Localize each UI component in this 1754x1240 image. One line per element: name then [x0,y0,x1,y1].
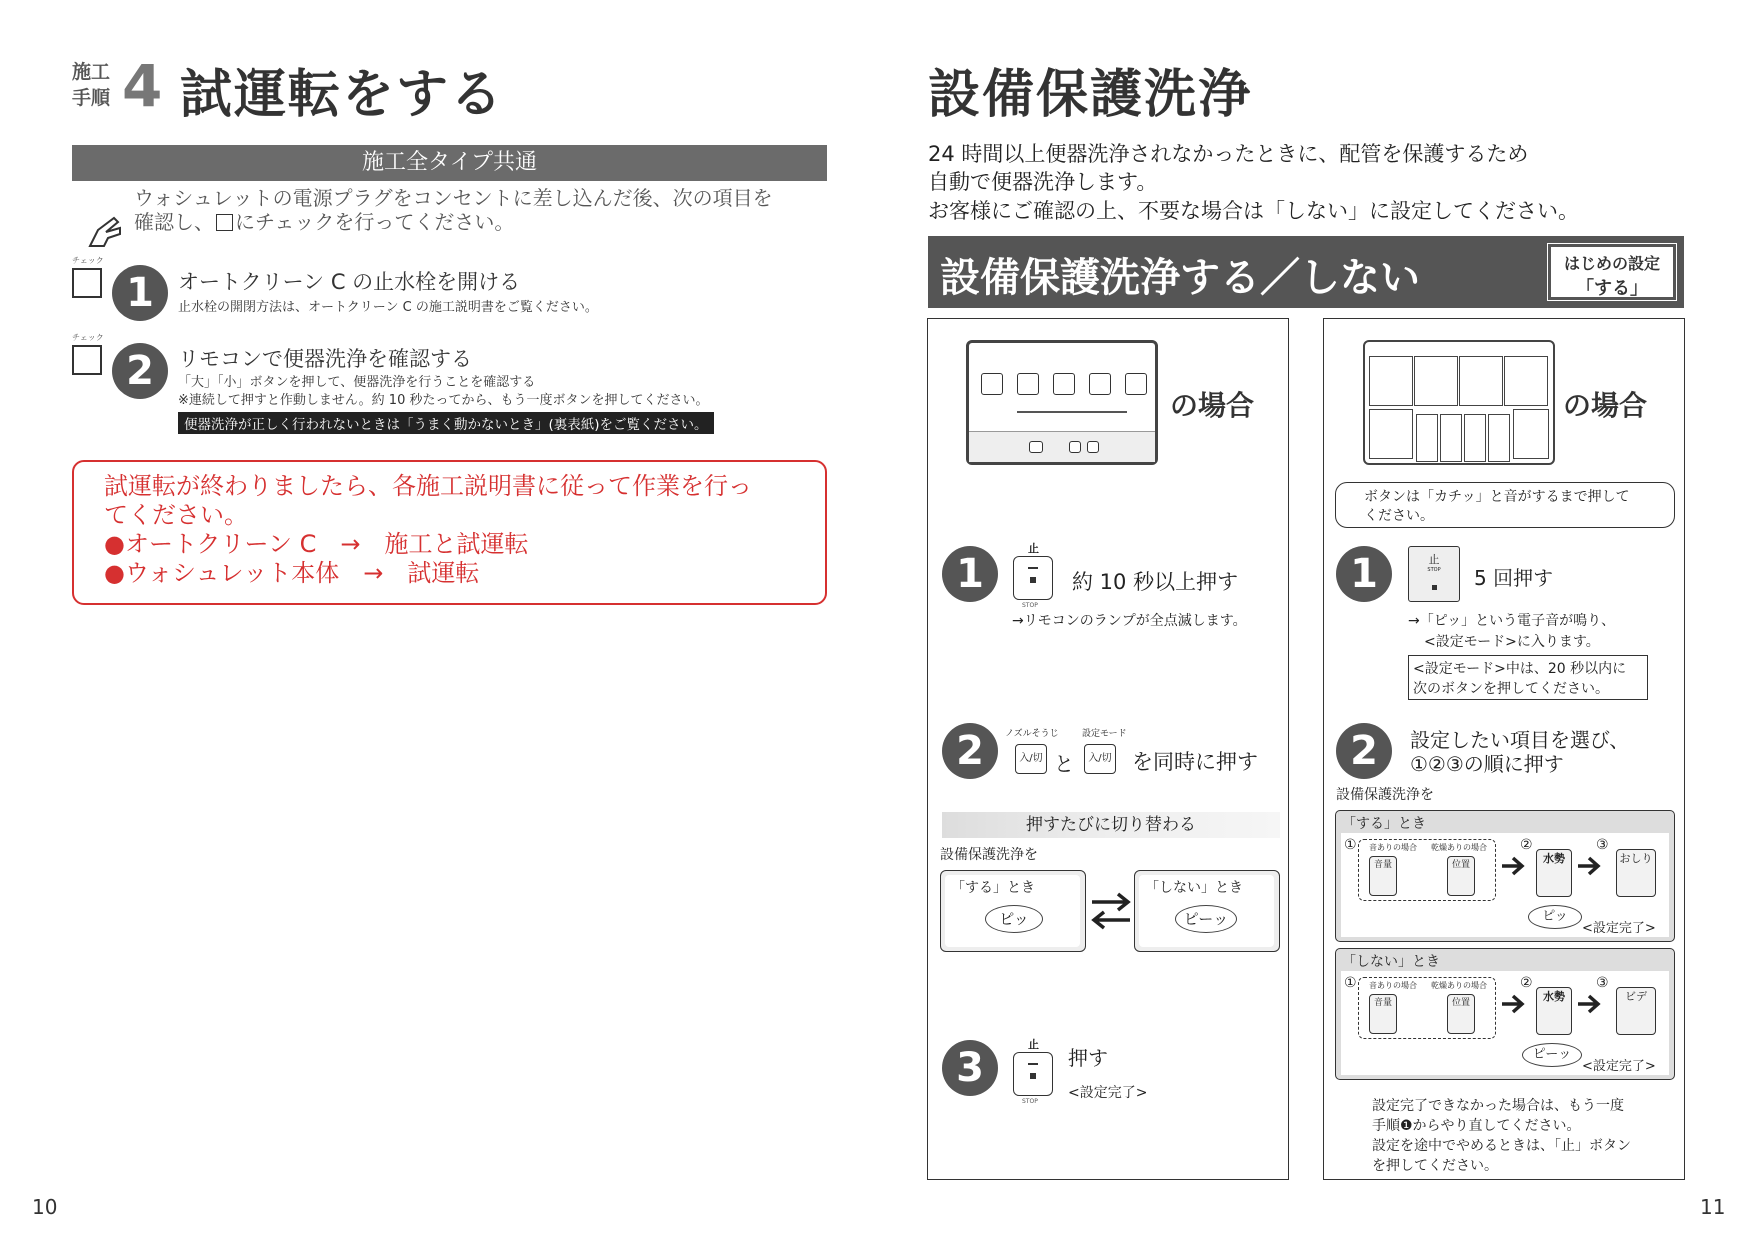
a-step-1-text: 約 10 秒以上押す [1072,570,1239,594]
header-step-number: 4 [122,52,163,120]
off-k1a: 音ありの場合 [1369,981,1417,990]
intro-line-1: ウォシュレットの電源プラグをコンセントに差し込んだ後、次の項目を [134,186,773,210]
b-step-1-box-1: <設定モード>中は、20 秒以内に [1413,661,1627,677]
remote-control-b-icon [1363,340,1555,465]
page-number-left: 10 [32,1195,58,1219]
off-arrow-1-icon [1500,993,1526,1019]
b-foot-1: 設定完了できなかった場合は、もう一度 [1372,1098,1624,1114]
notice-line-3: ●オートクリーン C → 施工と試運転 [104,530,529,558]
b-step-1-text: 5 回押す [1474,566,1554,590]
press-note-2: ください。 [1364,508,1434,524]
b-step-1-sub-1: →「ピッ」という電子音が鳴り、 [1408,613,1616,629]
on-done: <設定完了> [1582,921,1656,936]
a-step-3-done: <設定完了> [1068,1085,1148,1101]
right-intro-1: 24 時間以上便器洗浄されなかったときに、配管を保護するため [928,142,1529,166]
intro-line-2 [134,210,514,234]
a-step-2-text: を同時に押す [1132,750,1258,774]
intro-line-2a: 確認し、 [134,210,214,234]
on-k1a: 音ありの場合 [1369,843,1417,852]
a-stop-button[interactable] [1013,556,1053,600]
step-2-title: リモコンで便器洗浄を確認する [178,347,472,371]
off-volume-label: 音量 [1373,998,1392,1008]
b-stop-button[interactable] [1408,546,1460,602]
case-label-a: の場合 [1170,389,1255,422]
setting-on-box [1335,810,1675,942]
on-pressure-label: 水勢 [1543,852,1565,865]
check-box-1[interactable] [72,268,102,298]
b-step-1-number: 1 [1336,546,1392,602]
initial-setting-badge [1548,244,1676,300]
a-and-text: と [1054,752,1074,776]
off-k1b: 乾燥ありの場合 [1431,981,1487,990]
b-foot-4: を押してください。 [1372,1158,1498,1174]
on-position-label: 位置 [1451,860,1470,870]
on-rear-button[interactable] [1616,849,1656,897]
off-sound: ピーッ [1522,1043,1582,1067]
right-intro-3: お客様にご確認の上、不要な場合は「しない」に設定してください。 [928,199,1579,223]
section-band: 施工全タイプ共通 [72,145,827,181]
check-box-2[interactable] [72,345,102,375]
on-sound: ピッ [1528,905,1582,929]
toggle-on-label: 「する」とき [951,880,1035,896]
setting-on-label: 「する」とき [1342,816,1426,832]
step-1-sub: 止水栓の開閉方法は、オートクリーン C の施工説明書をご覧ください。 [178,300,598,315]
b-stop-text: STOP [1427,567,1441,573]
setting-band-title: 設備保護洗浄する／しない [940,255,1420,301]
off-step-1-group [1358,977,1496,1039]
initial-setting-value: 「する」 [1576,278,1648,299]
on-circle-1: ① [1344,837,1357,853]
page-number-right: 11 [1700,1195,1726,1219]
b-step-2-text-2: ①②③の順に押す [1410,752,1564,776]
off-bidet-button[interactable] [1616,987,1656,1035]
toggle-arrows-icon [1090,890,1132,932]
a-nozzle-label: ノズルそうじ [1005,729,1059,739]
b-step-1-box [1408,655,1648,700]
remote-control-a-icon [966,340,1158,465]
a-step-3-text: 押す [1068,1046,1108,1070]
toggle-sub: 設備保護洗浄を [940,847,1038,863]
step-2-sub-1: 「大」「小」ボタンを押して、便器洗浄を行うことを確認する [178,375,536,390]
off-position-label: 位置 [1451,998,1470,1008]
page-title: 試運転をする [180,65,505,125]
on-arrow-2-icon [1576,855,1602,881]
on-volume-button[interactable] [1369,856,1397,896]
b-step-1-box-2: 次のボタンを押してください。 [1413,681,1609,697]
off-circle-1: ① [1344,975,1357,991]
a-step-1-sub: →リモコンのランプが全点滅します。 [1012,613,1247,629]
toggle-on-box [940,870,1086,952]
a-step-1-number: 1 [942,546,998,602]
b-step-1-sub-2: <設定モード>に入ります。 [1424,634,1600,650]
off-volume-button[interactable] [1369,994,1397,1034]
b-stop-key-label: 止 [1428,553,1440,566]
b-foot-notes [1372,1096,1631,1176]
on-circle-2: ② [1520,837,1533,853]
on-pressure-button[interactable] [1536,849,1572,897]
b-foot-2: 手順❶からやり直してください。 [1372,1118,1581,1134]
setting-off-label: 「しない」とき [1342,954,1440,970]
header-small-1: 施工 [72,61,111,83]
on-circle-3: ③ [1596,837,1609,853]
step-1-number: 1 [112,265,168,321]
off-position-button[interactable] [1447,994,1475,1034]
notice-line-1: 試運転が終わりましたら、各施工説明書に従って作業を行っ [104,472,752,500]
toggle-off-box [1134,870,1280,952]
on-position-button[interactable] [1447,856,1475,896]
check-label-1: チェック [72,256,104,265]
toggle-on-sound: ピッ [985,905,1043,933]
right-intro-2: 自動で便器洗浄します。 [928,170,1158,194]
off-arrow-2-icon [1576,993,1602,1019]
check-label-2: チェック [72,333,104,342]
b-foot-3: 設定を途中でやめるときは、「止」ボタン [1372,1138,1631,1154]
off-pressure-label: 水勢 [1543,990,1565,1003]
a-setting-mode-button[interactable]: 入/切 [1084,744,1116,774]
on-rear-label: おしり [1619,852,1653,865]
a-stop-key-label: 止 [1028,542,1039,555]
on-volume-label: 音量 [1373,860,1392,870]
toggle-off-sound: ピーッ [1175,905,1237,933]
step-2-sub-2: ※連続して押すと作動しません。約 10 秒たってから、もう一度ボタンを押してください。 [178,393,709,408]
intro-line-2b: にチェックを行ってください。 [235,210,515,234]
on-step-1-group [1358,839,1496,901]
setting-off-box [1335,948,1675,1080]
toggle-band: 押すたびに切り替わる [942,812,1280,838]
setting-band [928,236,1684,308]
completion-notice [72,460,827,605]
notice-line-2: てください。 [104,501,248,529]
notice-line-4: ●ウォシュレット本体 → 試運転 [104,559,480,587]
press-note [1335,482,1675,528]
header-small-2: 手順 [72,87,111,109]
off-circle-2: ② [1520,975,1533,991]
off-bidet-label: ビデ [1625,990,1647,1003]
a-stop-key-label-3: 止 [1028,1038,1039,1051]
toggle-off-label: 「しない」とき [1145,880,1243,896]
b-step-2-sub: 設備保護洗浄を [1336,787,1434,803]
step-2-note: 便器洗浄が正しく行われないときは「うまく動かないとき」(裏表紙)をご覧ください。 [178,412,714,434]
a-step-3-number: 3 [942,1040,998,1096]
right-title: 設備保護洗浄 [928,65,1253,125]
a-stop-button-3[interactable] [1013,1052,1053,1096]
on-arrow-1-icon [1500,855,1526,881]
step-1-title: オートクリーン C の止水栓を開ける [178,270,521,294]
b-step-2-number: 2 [1336,723,1392,779]
step-2-number: 2 [112,343,168,399]
off-circle-3: ③ [1596,975,1609,991]
a-step-2-number: 2 [942,723,998,779]
on-k1b: 乾燥ありの場合 [1431,843,1487,852]
b-step-2-text-1: 設定したい項目を選び、 [1410,728,1630,752]
pointing-hand-icon [84,212,126,254]
press-note-1: ボタンは「カチッ」と音がするまで押して [1364,489,1630,505]
off-done: <設定完了> [1582,1059,1656,1074]
a-stop-text-3: STOP [1022,1098,1038,1105]
checkbox-icon [216,214,233,231]
off-pressure-button[interactable] [1536,987,1572,1035]
case-label-b: の場合 [1563,389,1648,422]
a-nozzle-button[interactable]: 入/切 [1015,744,1047,774]
initial-setting-label: はじめの設定 [1563,254,1660,273]
a-stop-text: STOP [1022,602,1038,609]
a-setting-mode-label: 設定モード [1082,729,1127,739]
